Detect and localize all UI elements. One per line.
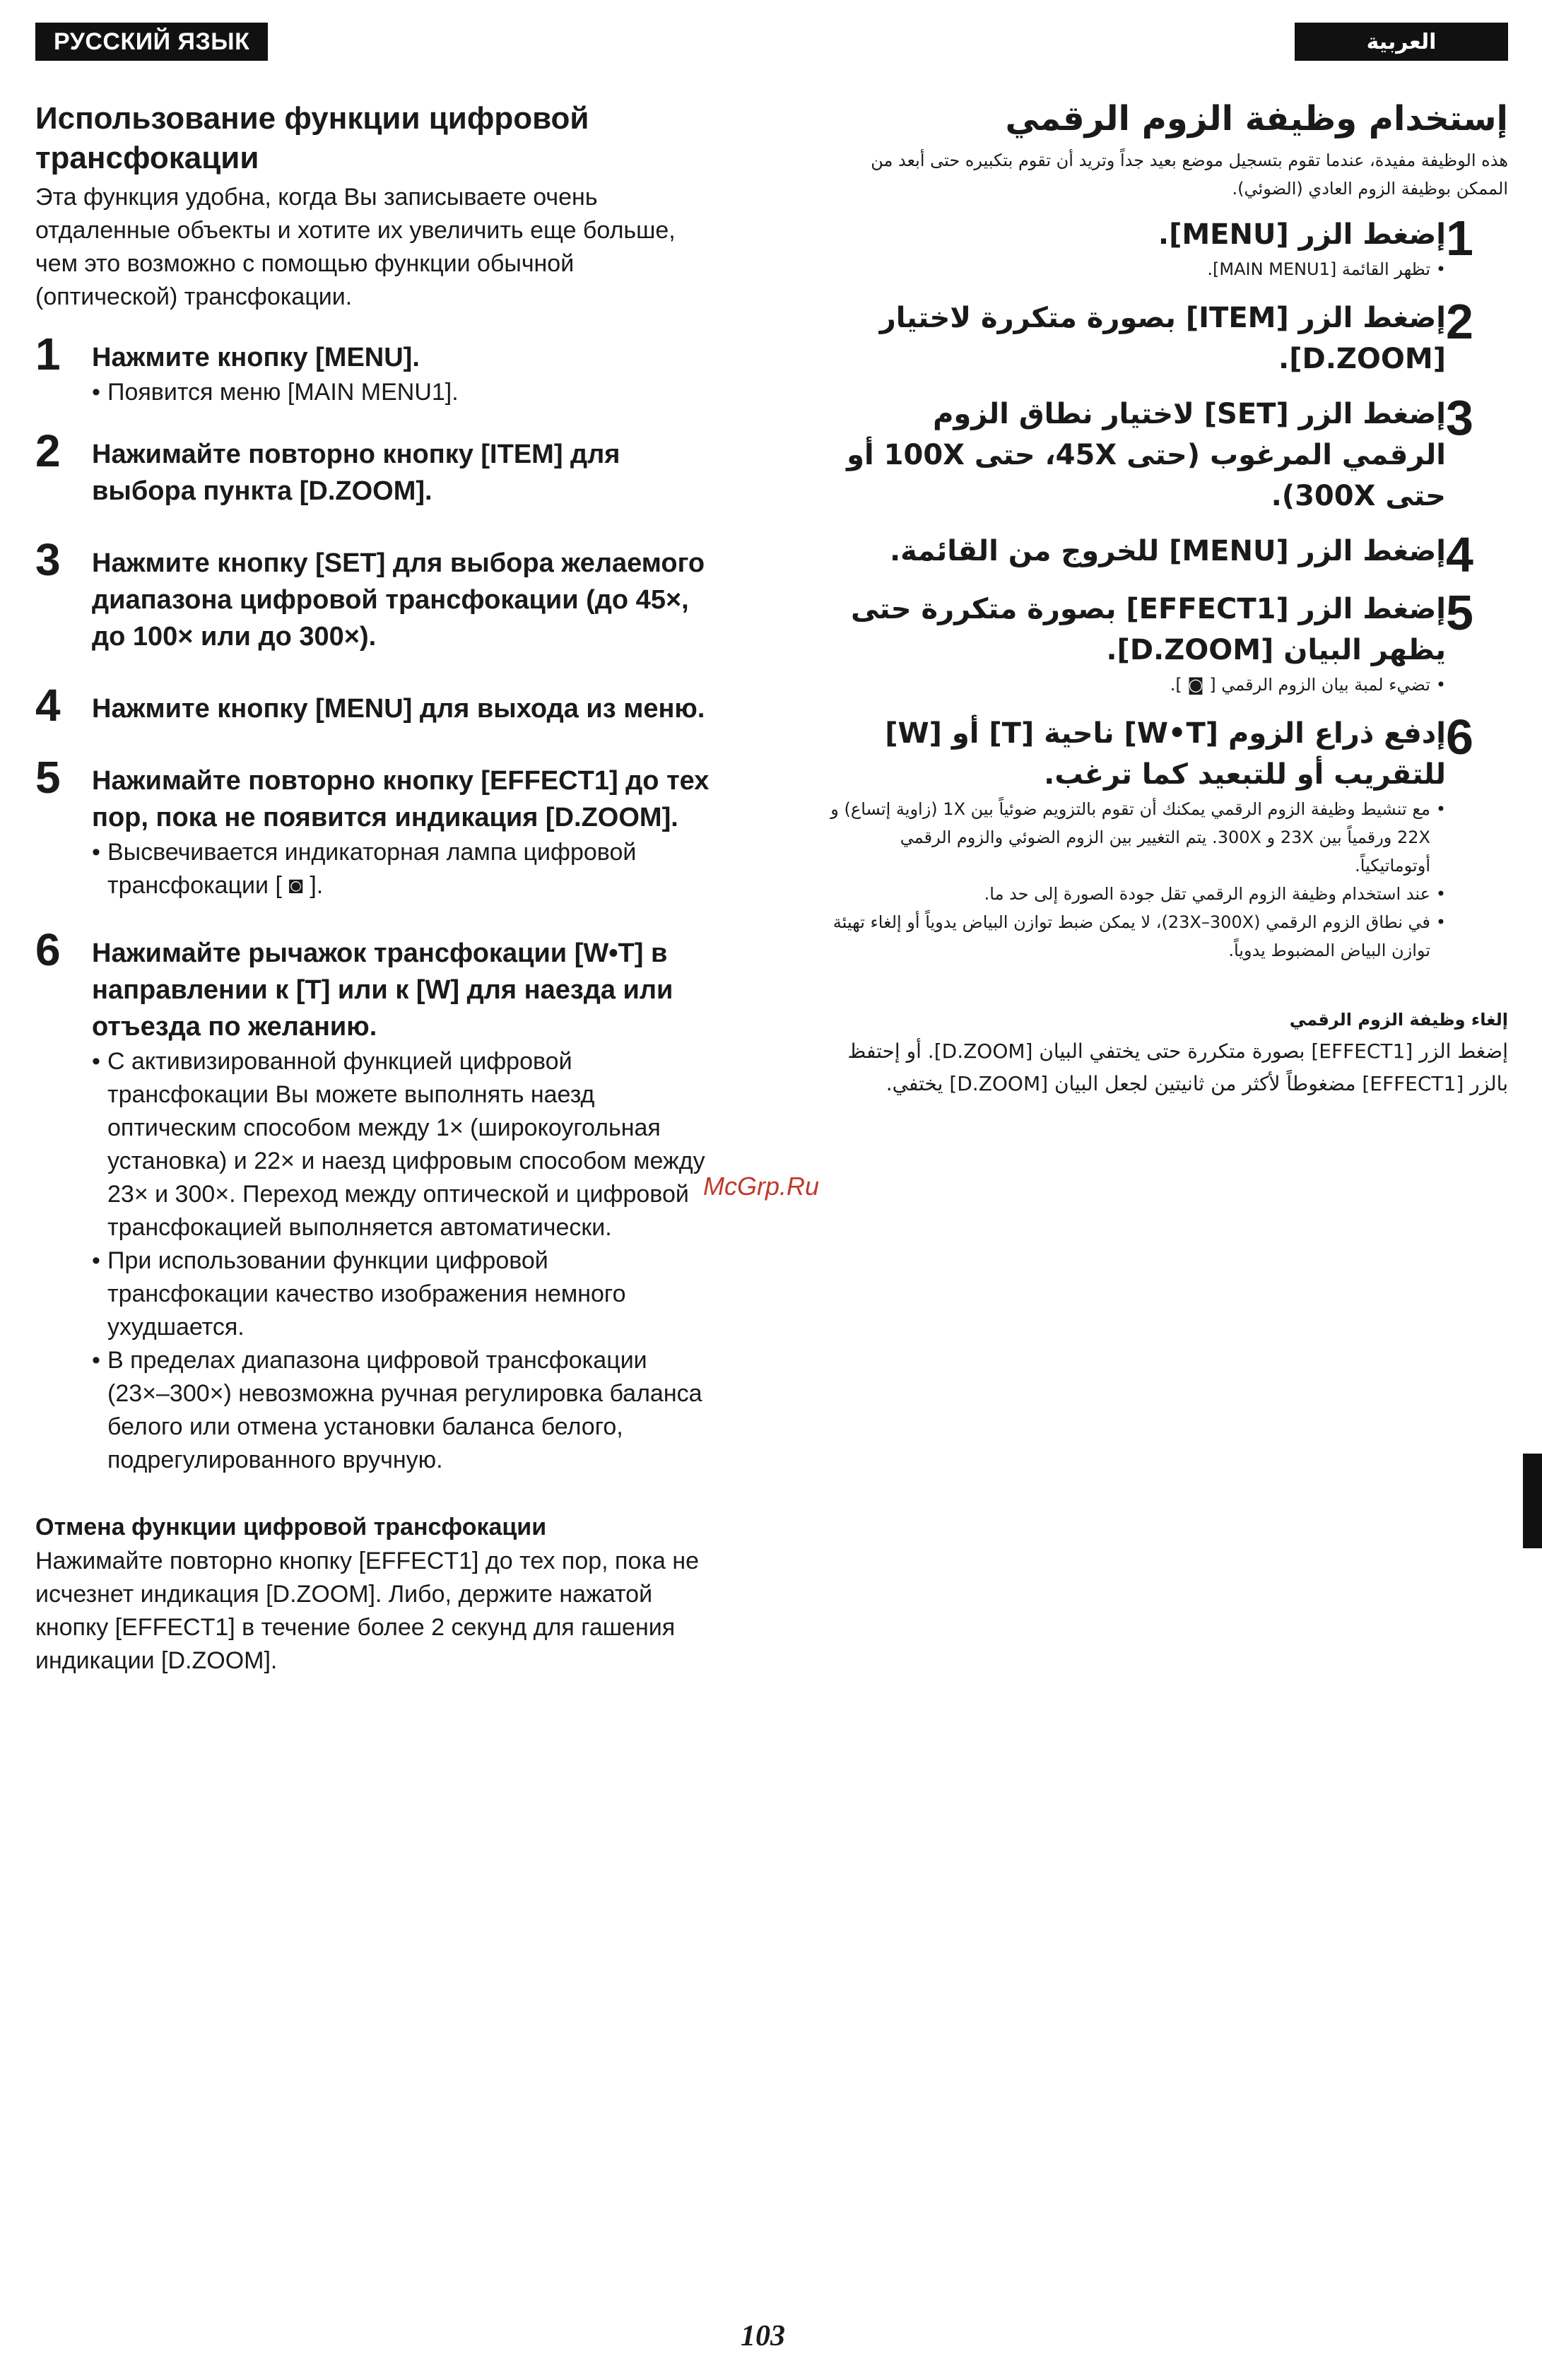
ru-step-text: Нажмите кнопку [MENU]. (92, 343, 420, 372)
ru-step-number: 3 (35, 534, 61, 585)
ru-step-5 (35, 752, 714, 902)
page-number: 103 (741, 2320, 785, 2352)
language-tab-russian: РУССКИЙ ЯЗЫК (35, 23, 268, 61)
ar-step-number: 3 (1446, 390, 1473, 445)
ar-step-number: 4 (1446, 527, 1473, 582)
ar-step-note: • عند استخدام وظيفة الزوم الرقمي تقل جودة الصورة إلى حد ما. (984, 884, 1446, 904)
ar-step-text: إضغط الزر [EFFECT1] بصورة متكررة حتى يظهر البيان [D.ZOOM]. (850, 593, 1446, 666)
language-tab-arabic: العربية (1295, 23, 1508, 61)
ru-step-text: Нажимайте рычажок трансфокации [W•T] в направлении к [T] или к [W] для наезда или отъезда по желанию. (92, 938, 673, 1042)
ar-step-text: إضغط الزر [MENU]. (1158, 218, 1446, 251)
ru-step-note: • Высвечивается индикаторная лампа цифровой трансфокации [ ◙ ]. (92, 839, 637, 899)
ar-step-note: • مع تنشيط وظيفة الزوم الرقمي يمكنك أن تقوم بالتزويم ضوئياً بين 1X (زاوية إتساع) و 22X ورقمياً بين 23X و 300X. يتم التغيير بين الزوم الضوئي والزوم الرقمي أوتوماتيكياً. (830, 799, 1446, 876)
ar-step-2 (830, 294, 1508, 379)
ar-step-number: 1 (1446, 211, 1473, 266)
ar-step-number: 6 (1446, 709, 1473, 765)
ru-step-number: 1 (35, 329, 61, 379)
ar-step-number: 2 (1446, 294, 1473, 349)
ru-step-1 (35, 329, 714, 409)
arabic-column (830, 95, 1508, 1100)
ru-step-number: 2 (35, 425, 61, 476)
ar-step-note: • تظهر القائمة [MAIN MENU1]. (1207, 259, 1446, 279)
ar-step-text: إدفع ذراع الزوم [W•T] ناحية [T] أو [W] للتقريب أو للتبعيد كما ترغب. (885, 717, 1446, 791)
ru-step-note: • В пределах диапазона цифровой трансфокации (23×–300×) невозможна ручная регулировка баланса белого или отмена установки баланса белого, подрегулированного вручную. (92, 1347, 702, 1473)
ru-step-3 (35, 534, 714, 655)
ru-step-text: Нажимайте повторно кнопку [ITEM] для выбора пункта [D.ZOOM]. (92, 440, 620, 506)
ar-section-title: إستخدام وظيفة الزوم الرقمي (1005, 99, 1508, 139)
ru-step-note: • С активизированной функцией цифровой трансфокации Вы можете выполнять наезд оптическим способом между 1× (широкоугольная установка) и 22× и наезд цифровым способом между 23× и 300×. Переход между оптической и цифровой трансфокацией выполняется автоматически. (92, 1048, 705, 1241)
ru-step-note: • Появится меню [MAIN MENU1]. (92, 379, 459, 406)
ar-step-5 (830, 585, 1508, 699)
ar-step-1 (830, 211, 1508, 283)
ru-step-4 (35, 680, 714, 731)
ar-intro: هذه الوظيفة مفيدة، عندما تقوم بتسجيل موضع بعيد جداً وتريد أن تقوم بتكبيره حتى أبعد من الممكن بوظيفة الزوم العادي (الضوئي). (871, 151, 1508, 199)
ru-cancel-title: Отмена функции цифровой трансфокации (35, 1514, 547, 1540)
ar-step-note: • في نطاق الزوم الرقمي (23X–300X)، لا يمكن ضبط توازن البياض يدوياً أو إلغاء تهيئة توازن البياض المضبوط يدوياً. (832, 912, 1446, 960)
ru-step-text: Нажимайте повторно кнопку [EFFECT1] до тех пор, пока не появится индикация [D.ZOOM]. (92, 766, 710, 832)
ru-step-note: • При использовании функции цифровой трансфокации качество изображения немного ухудшается. (92, 1247, 626, 1341)
ar-step-note: • تضيء لمبة بيان الزوم الرقمي [ ◙ ]. (1170, 675, 1446, 695)
ar-step-4 (830, 527, 1508, 582)
ru-step-text: Нажмите кнопку [MENU] для выхода из меню. (92, 694, 705, 724)
ar-step-3 (830, 390, 1508, 517)
ar-step-text: إضغط الزر [ITEM] بصورة متكررة لاختيار [D.ZOOM]. (879, 302, 1446, 375)
ru-step-number: 5 (35, 752, 61, 803)
ru-step-6 (35, 924, 714, 1477)
ru-step-number: 4 (35, 680, 61, 731)
ar-step-text: إضغط الزر [SET] لاختيار نطاق الزوم الرقمي المرغوب (حتى 45X، حتى 100X أو حتى 300X). (847, 398, 1446, 512)
watermark: McGrp.Ru (703, 1172, 820, 1201)
ru-intro: Эта функция удобна, когда Вы записываете очень отдаленные объекты и хотите их увеличить еще больше, чем это возможно с помощью функции обычной (оптической) трансфокации. (35, 184, 676, 310)
ru-step-number: 6 (35, 924, 61, 975)
ru-section-title: Использование функции цифровой трансфокации (35, 101, 589, 175)
ru-step-2 (35, 425, 714, 509)
ar-step-text: إضغط الزر [MENU] للخروج من القائمة. (889, 535, 1446, 567)
section-edge-marker (1523, 1454, 1542, 1548)
ru-cancel-section (35, 1511, 714, 1678)
ar-step-number: 5 (1446, 585, 1473, 640)
ru-step-text: Нажмите кнопку [SET] для выбора желаемого диапазона цифровой трансфокации (до 45×, до 100× или до 300×). (92, 548, 705, 652)
russian-column (35, 99, 714, 1678)
ar-cancel-title: إلغاء وظيفة الزوم الرقمي (1289, 1010, 1508, 1030)
ru-cancel-text: Нажимайте повторно кнопку [EFFECT1] до тех пор, пока не исчезнет индикация [D.ZOOM]. Либо, держите нажатой кнопку [EFFECT1] в течение более 2 секунд для гашения индикации [D.ZOOM]. (35, 1548, 700, 1674)
ar-cancel-section (830, 1007, 1508, 1100)
ar-step-6 (830, 709, 1508, 965)
ar-cancel-text: إضغط الزر [EFFECT1] بصورة متكررة حتى يختفي البيان [D.ZOOM]. أو إحتفظ بالزر [EFFECT1] مضغوطاً لأكثر من ثانيتين لجعل البيان [D.ZOOM] يختفي. (847, 1039, 1508, 1095)
